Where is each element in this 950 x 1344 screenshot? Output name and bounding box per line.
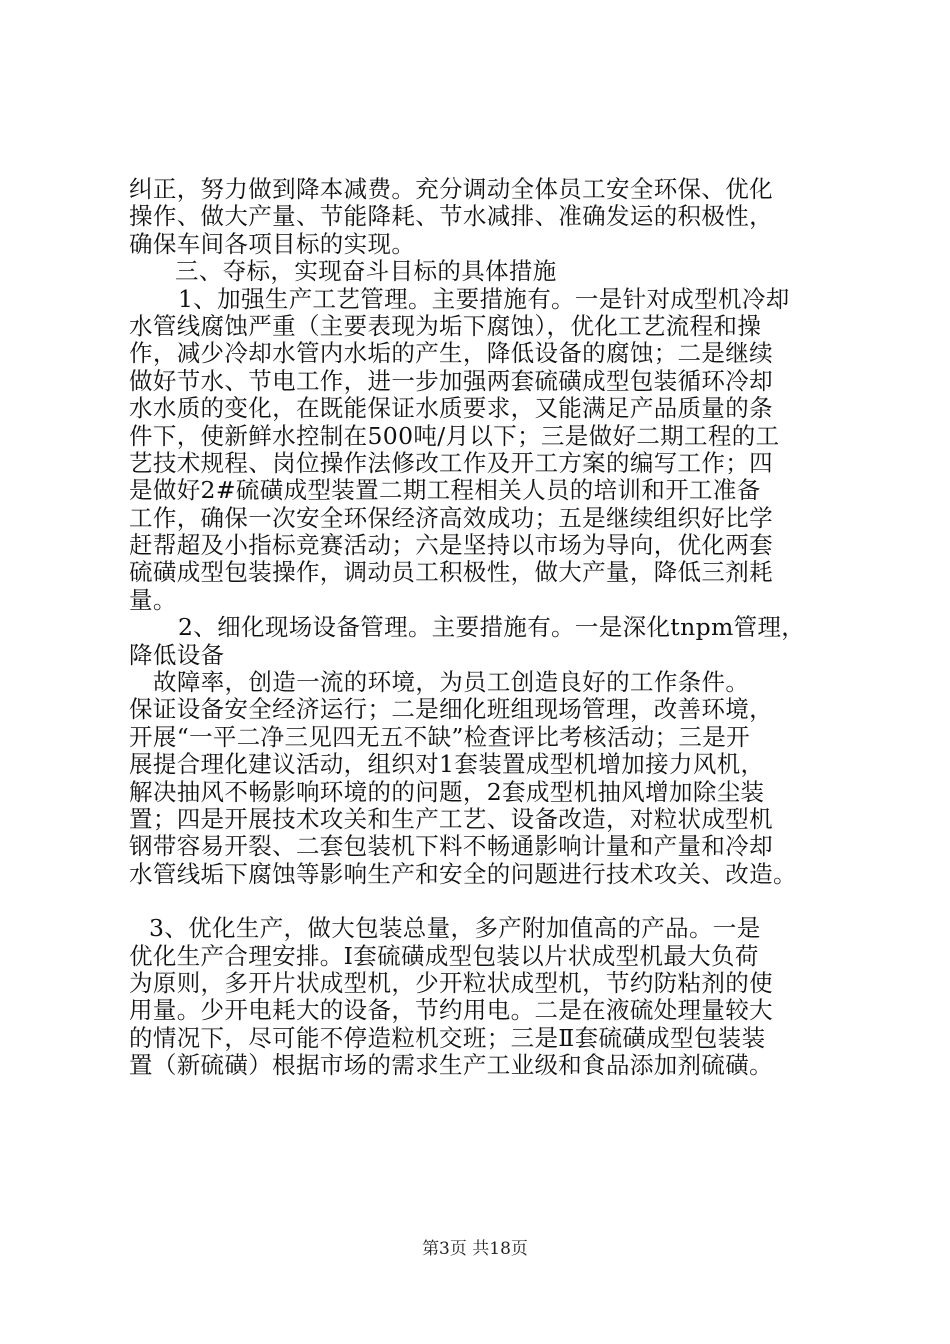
- text-line: 的情况下，尽可能不停造粒机交班；三是Ⅱ套硫磺成型包装装: [129, 1023, 766, 1052]
- document-body: [129, 176, 834, 1080]
- text-line: 是做好2#硫磺成型装置二期工程相关人员的培训和开工准备: [129, 476, 761, 505]
- text-line: 赶帮超及小指标竞赛活动；六是坚持以市场为导向，优化两套: [129, 531, 773, 560]
- paragraph-gap: [129, 888, 834, 915]
- text-line: 硫磺成型包装操作，调动员工积极性，做大产量，降低三剂耗: [129, 558, 773, 587]
- text-line: 水水质的变化，在既能保证水质要求，又能满足产品质量的条: [129, 394, 773, 423]
- text-line: 2、细化现场设备管理。主要措施有。一是深化tnpm管理，: [178, 613, 806, 642]
- text-line: 艺技术规程、岗位操作法修改工作及开工方案的编写工作；四: [129, 448, 773, 477]
- text-line: 展提合理化建议活动，组织对1套装置成型机增加接力风机，: [129, 750, 765, 779]
- text-line: 作，减少冷却水管内水垢的产生，降低设备的腐蚀；二是继续: [129, 339, 773, 368]
- text-line: 开展“一平二净三见四无五不缺”检查评比考核活动；三是开: [129, 722, 750, 751]
- page-number-footer: 第3页 共18页: [422, 1239, 528, 1259]
- text-line: 故障率，创造一流的环境，为员工创造良好的工作条件。: [153, 668, 750, 697]
- text-line: 钢带容易开裂、二套包装机下料不畅通影响计量和产量和冷却: [129, 832, 773, 861]
- text-line: 优化生产合理安排。Ⅰ套硫磺成型包装以片状成型机最大负荷: [129, 941, 759, 970]
- text-line: 水管线腐蚀严重（主要表现为垢下腐蚀），优化工艺流程和操: [129, 311, 762, 340]
- text-line: 为原则，多开片状成型机，少开粒状成型机，节约防粘剂的使: [129, 968, 773, 997]
- text-line: 解决抽风不畅影响环境的的问题，2套成型机抽风增加除尘装: [129, 777, 765, 806]
- text-line: 量。: [129, 585, 177, 614]
- text-line: 水管线垢下腐蚀等影响生产和安全的问题进行技术攻关、改造。: [129, 859, 797, 888]
- text-line: 用量。少开电耗大的设备，节约用电。二是在液硫处理量较大: [129, 996, 773, 1025]
- text-line: 做好节水、节电工作，进一步加强两套硫磺成型包装循环冷却: [129, 366, 773, 395]
- text-line: 3、优化生产，做大包装总量，多产附加值高的产品。一是: [149, 914, 761, 943]
- text-line: 件下，使新鲜水控制在500吨/月以下；三是做好二期工程的工: [129, 421, 780, 450]
- text-line: 保证设备安全经济运行；二是细化班组现场管理，改善环境，: [129, 695, 773, 724]
- text-line: 操作、做大产量、节能降耗、节水减排、准确发运的积极性，: [129, 202, 773, 231]
- text-line: 1、加强生产工艺管理。主要措施有。一是针对成型机冷却: [178, 284, 790, 313]
- text-line: 确保车间各项目标的实现。: [129, 229, 416, 258]
- text-line: 置（新硫磺）根据市场的需求生产工业级和食品添加剂硫磺。: [129, 1051, 773, 1080]
- section-heading: 三、夺标，实现奋斗目标的具体措施: [175, 257, 557, 286]
- text-line: 置；四是开展技术攻关和生产工艺、设备改造，对粒状成型机: [129, 804, 773, 833]
- text-line: 纠正，努力做到降本减费。充分调动全体员工安全环保、优化: [129, 175, 773, 203]
- text-line: 工作，确保一次安全环保经济高效成功；五是继续组织好比学: [129, 503, 773, 532]
- text-line: 降低设备: [129, 640, 225, 669]
